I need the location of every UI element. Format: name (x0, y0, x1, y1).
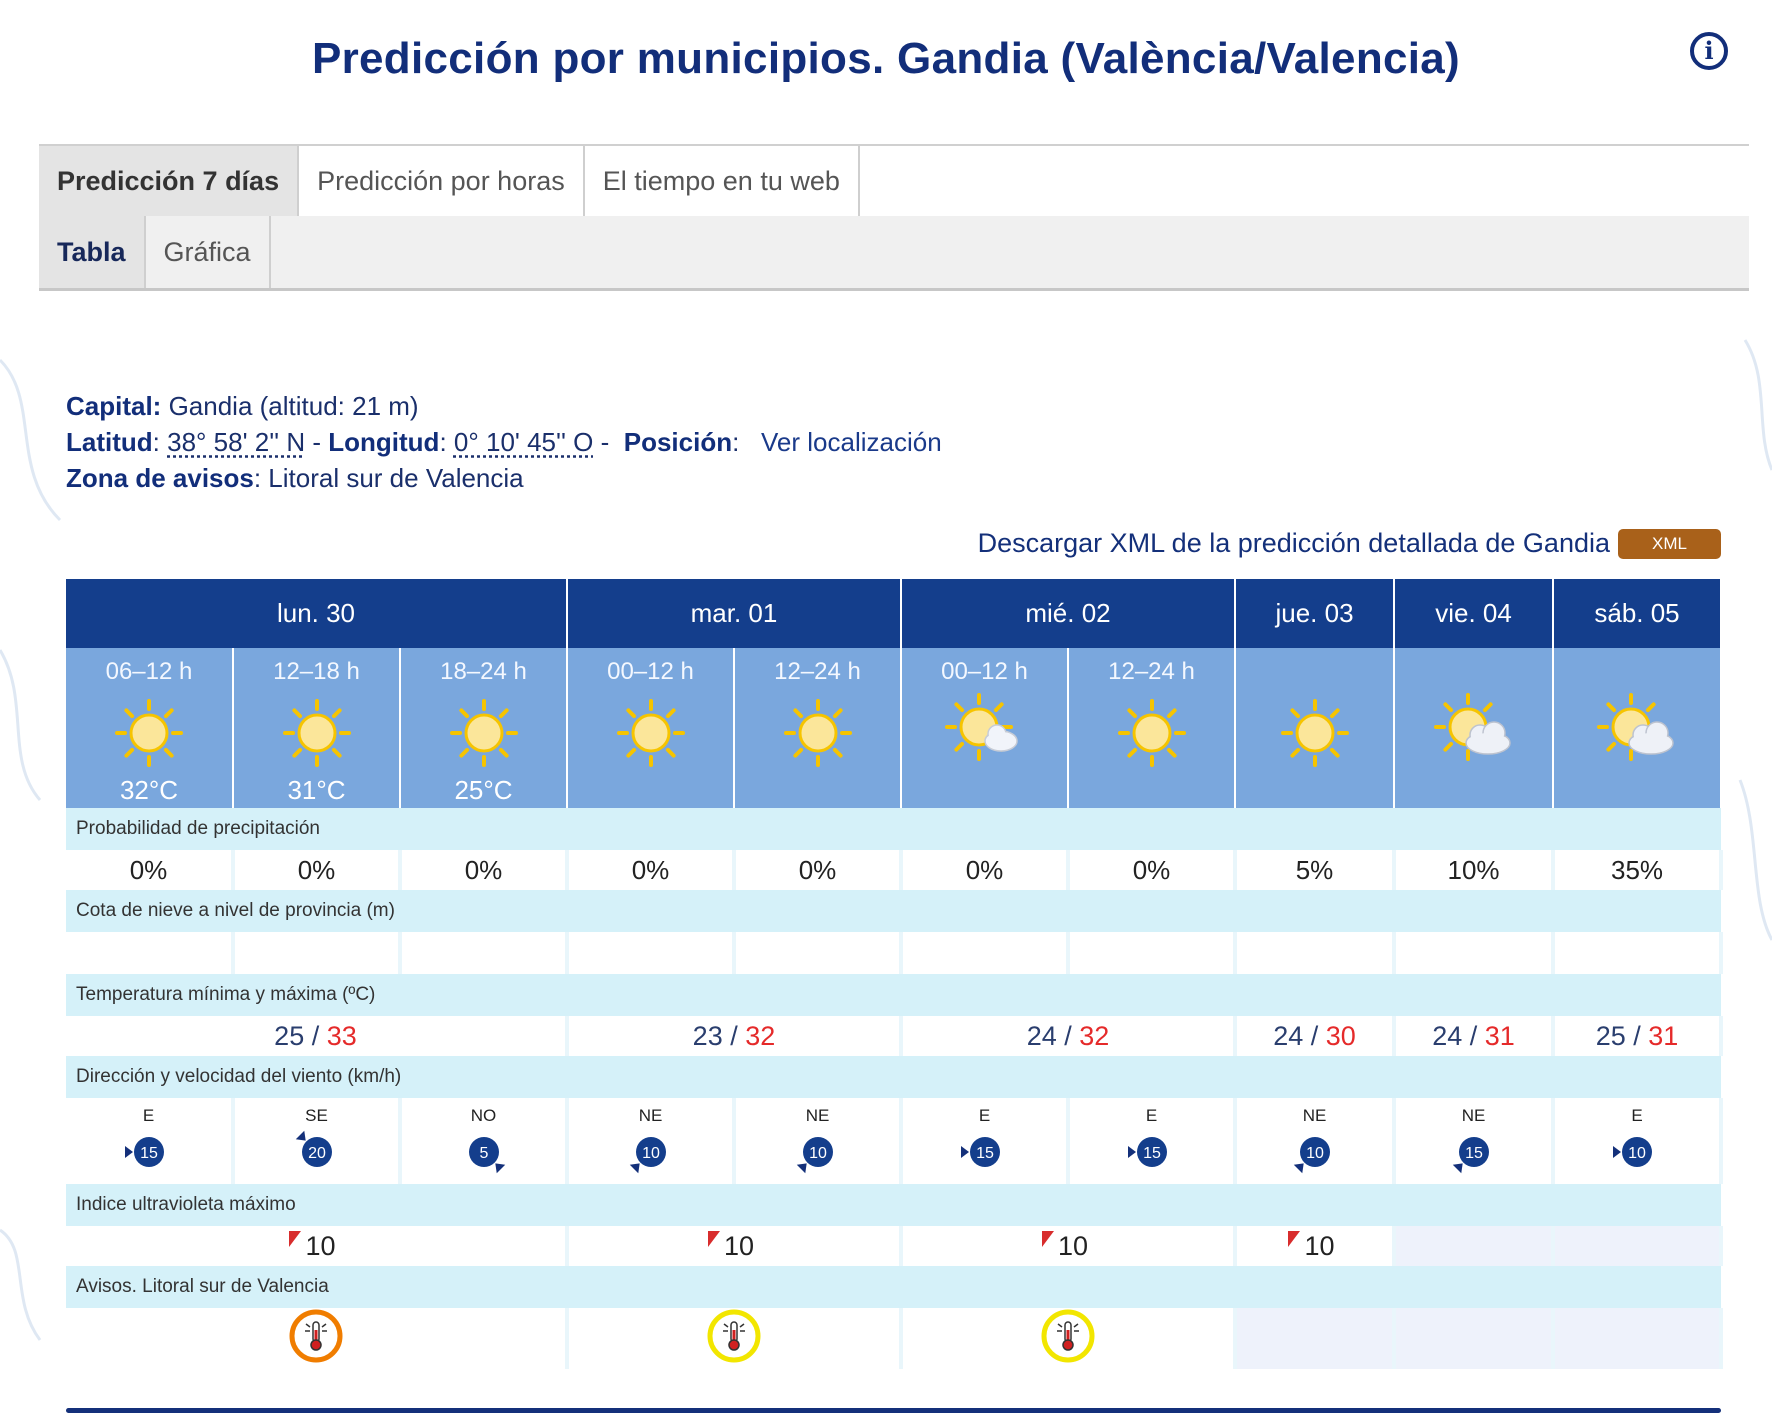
sun-icon (735, 693, 900, 773)
wind-arrow-icon (903, 1130, 1066, 1174)
sun-icon (401, 693, 566, 773)
uv-cell (901, 1226, 1235, 1266)
temp-separator: / (1469, 1020, 1478, 1051)
aviso-cell-empty (1553, 1308, 1721, 1369)
period-temp: 32°C (119, 775, 179, 805)
svg-text:15: 15 (975, 1145, 994, 1162)
period-label: 18–24 h (440, 658, 527, 685)
snow-cell (567, 932, 734, 974)
aviso-cell (66, 1308, 567, 1369)
temp-min: 24 (1026, 1020, 1057, 1051)
capital-value: Gandia (altitud: 21 m) (168, 391, 419, 421)
precip-value: 0% (233, 850, 400, 890)
svg-text:20: 20 (307, 1145, 326, 1162)
sun-clouds-icon (1554, 693, 1720, 773)
svg-text:10: 10 (1628, 1145, 1646, 1162)
temp-separator: / (1064, 1020, 1072, 1051)
page-title: Predicción por municipios. Gandia (València/Valencia) (311, 34, 1461, 83)
capital-line (66, 388, 942, 424)
forecast-table (66, 579, 1723, 1369)
period-label: 12–24 h (774, 658, 861, 685)
precip-value: 35% (1553, 850, 1721, 890)
period-cell (1235, 648, 1394, 808)
wind-cell (233, 1098, 400, 1184)
period-cell (1068, 648, 1235, 808)
wind-cell (734, 1098, 901, 1184)
wind-direction: E (1631, 1106, 1643, 1125)
sun-icon (234, 693, 399, 773)
snow-cell (1068, 932, 1235, 974)
period-label: 12–24 h (1108, 658, 1195, 685)
wind-direction: NO (470, 1106, 497, 1125)
wind-arrow-icon (402, 1130, 565, 1174)
period-temp: 25°C (454, 775, 513, 805)
snow-cell (1394, 932, 1553, 974)
uv-value: 10 (305, 1230, 336, 1261)
day-header: jue. 03 (1235, 579, 1394, 648)
tab-grafica[interactable]: Gráfica (146, 216, 271, 288)
period-cell (1553, 648, 1721, 808)
aviso-cell-empty (1235, 1308, 1394, 1369)
uv-cell-empty (1553, 1226, 1721, 1266)
thermometer-warning-icon[interactable] (1040, 1308, 1096, 1369)
precip-value: 0% (400, 850, 567, 890)
coords-line: Latitud: 38° 58' 2'' N - Longitud: 0° 10' 45'' O - Posición: Ver localización (66, 427, 942, 457)
precip-value: 0% (1068, 850, 1235, 890)
xml-badge[interactable]: XML (1618, 529, 1721, 559)
wind-cell (66, 1098, 233, 1184)
zona-value: Litoral sur de Valencia (268, 463, 524, 493)
section-wind-label: Dirección y velocidad del viento (km/h) (66, 1056, 1721, 1098)
thermometer-warning-icon[interactable] (706, 1308, 762, 1369)
location-meta (66, 388, 942, 496)
temp-min: 24 (1432, 1020, 1463, 1051)
wind-direction: NE (638, 1106, 663, 1125)
wind-cell (1068, 1098, 1235, 1184)
precip-value: 0% (901, 850, 1068, 890)
temp-min-max (66, 1016, 567, 1056)
aviso-cell (901, 1308, 1235, 1369)
tab-prediccion-7-dias[interactable]: Predicción 7 días (39, 146, 299, 216)
period-label (1236, 658, 1393, 688)
temp-separator: / (1633, 1020, 1641, 1051)
temp-separator: / (1310, 1020, 1319, 1051)
wind-direction: E (978, 1106, 991, 1125)
svg-text:15: 15 (1464, 1145, 1483, 1162)
uv-flag-icon (1288, 1231, 1300, 1247)
bottom-divider (66, 1408, 1721, 1413)
wind-direction: E (142, 1106, 155, 1125)
uv-cell (567, 1226, 901, 1266)
temp-min-max (901, 1016, 1235, 1056)
day-header: sáb. 05 (1553, 579, 1721, 648)
section-temperature-label: Temperatura mínima y máxima (ºC) (66, 974, 1721, 1016)
period-cell (734, 648, 901, 808)
period-label: 00–12 h (941, 658, 1028, 685)
temp-min-max (1235, 1016, 1394, 1056)
uv-value: 10 (1057, 1230, 1089, 1261)
section-precipitation-label: Probabilidad de precipitación (66, 808, 1721, 850)
wind-arrow-icon (1396, 1130, 1551, 1174)
period-label (1395, 658, 1552, 688)
uv-flag-icon (708, 1231, 720, 1247)
precip-value: 10% (1394, 850, 1553, 890)
period-label: 06–12 h (105, 658, 193, 685)
day-header: lun. 30 (66, 579, 567, 648)
svg-text:15: 15 (1142, 1145, 1161, 1162)
info-icon[interactable]: i (1690, 32, 1728, 70)
tab-prediccion-por-horas[interactable]: Predicción por horas (299, 146, 585, 216)
temp-min: 24 (1273, 1020, 1304, 1051)
zona-line: Zona de avisos: Litoral sur de Valencia (66, 463, 524, 493)
primary-tabs (39, 144, 1749, 219)
sun-icon (66, 693, 232, 773)
temp-max: 31 (1648, 1020, 1679, 1051)
wind-direction: NE (1302, 1106, 1327, 1125)
temp-min-max (567, 1016, 901, 1056)
snow-cell (901, 932, 1068, 974)
svg-text:10: 10 (808, 1145, 827, 1162)
sun-cloud-icon (902, 693, 1067, 773)
precip-value: 0% (66, 850, 233, 890)
uv-cell (66, 1226, 567, 1266)
precip-value: 0% (567, 850, 734, 890)
lon-label: Longitud (328, 427, 440, 457)
precip-value: 5% (1235, 850, 1394, 890)
day-header: mié. 02 (901, 579, 1235, 648)
precip-value: 0% (734, 850, 901, 890)
wind-direction: NE (1461, 1106, 1486, 1125)
section-snow-label: Cota de nieve a nivel de provincia (m) (66, 890, 1721, 932)
uv-cell (1235, 1226, 1394, 1266)
day-header: vie. 04 (1394, 579, 1553, 648)
snow-cell (400, 932, 567, 974)
lon-value: 0° 10' 45'' O (453, 427, 594, 457)
uv-cell-empty (1394, 1226, 1553, 1266)
svg-text:5: 5 (479, 1145, 488, 1162)
period-cell (567, 648, 734, 808)
tab-tabla[interactable]: Tabla (39, 216, 146, 288)
snow-cell (233, 932, 400, 974)
secondary-tabs (39, 216, 1749, 291)
snow-cell (734, 932, 901, 974)
temp-max: 30 (1325, 1020, 1356, 1051)
snow-cell (1235, 932, 1394, 974)
wind-arrow-icon (1070, 1130, 1233, 1174)
temp-separator: / (730, 1020, 738, 1051)
capital-label: Capital: (66, 391, 162, 421)
temp-max: 32 (1079, 1020, 1110, 1051)
wind-arrow-icon (569, 1130, 732, 1174)
period-cell (66, 648, 233, 808)
wind-direction: NE (805, 1106, 830, 1125)
sun-clouds-icon (1395, 693, 1552, 773)
wind-cell (1235, 1098, 1394, 1184)
temp-min-max (1394, 1016, 1553, 1056)
temp-min-max (1553, 1016, 1721, 1056)
wind-cell (1553, 1098, 1721, 1184)
uv-value: 10 (723, 1230, 755, 1261)
wind-cell (901, 1098, 1068, 1184)
wind-arrow-icon (1555, 1130, 1719, 1174)
temp-min: 25 (1595, 1020, 1626, 1051)
wind-arrow-icon (235, 1130, 398, 1174)
aviso-cell-empty (1394, 1308, 1553, 1369)
snow-cell (1553, 932, 1721, 974)
wind-arrow-icon (736, 1130, 899, 1174)
temp-min: 23 (692, 1020, 723, 1051)
tab-tiempo-en-tu-web[interactable]: El tiempo en tu web (585, 146, 860, 216)
aviso-cell (567, 1308, 901, 1369)
snow-cell (66, 932, 233, 974)
period-cell (233, 648, 400, 808)
lat-label: Latitud (66, 427, 153, 457)
xml-download[interactable] (978, 528, 1721, 559)
section-uv-label: Indice ultravioleta máximo (66, 1184, 1721, 1226)
wind-direction: SE (305, 1106, 328, 1125)
svg-text:10: 10 (641, 1145, 660, 1162)
ver-localizacion-link[interactable]: Ver localización (761, 427, 942, 457)
day-header: mar. 01 (567, 579, 901, 648)
period-label: 00–12 h (607, 658, 694, 685)
wind-arrow-icon (66, 1130, 231, 1174)
temp-separator: / (311, 1020, 320, 1051)
thermometer-warning-icon[interactable] (288, 1308, 344, 1369)
temp-min: 25 (274, 1020, 305, 1051)
sun-icon (1069, 693, 1234, 773)
lat-value: 38° 58' 2'' N (167, 427, 306, 457)
wind-direction: E (1145, 1106, 1158, 1125)
svg-text:10: 10 (1305, 1145, 1324, 1162)
temp-max: 31 (1484, 1020, 1515, 1051)
wind-cell (1394, 1098, 1553, 1184)
wind-cell (400, 1098, 567, 1184)
uv-flag-icon (289, 1231, 301, 1247)
wind-arrow-icon (1237, 1130, 1392, 1174)
period-label (1554, 658, 1720, 688)
xml-download-text[interactable]: Descargar XML de la predicción detallada de Gandia (977, 528, 1610, 558)
period-cell (400, 648, 567, 808)
wind-cell (567, 1098, 734, 1184)
temp-max: 33 (326, 1020, 357, 1051)
section-avisos-label: Avisos. Litoral sur de Valencia (66, 1266, 1721, 1308)
sun-icon (568, 693, 733, 773)
uv-flag-icon (1042, 1231, 1054, 1247)
sun-icon (1236, 693, 1393, 773)
temp-max: 32 (745, 1020, 776, 1051)
period-label: 12–18 h (273, 658, 360, 685)
period-cell (1394, 648, 1553, 808)
svg-text:15: 15 (139, 1145, 158, 1162)
period-temp: 31°C (287, 775, 346, 805)
zona-label: Zona de avisos (66, 463, 254, 493)
period-cell (901, 648, 1068, 808)
uv-value: 10 (1304, 1230, 1335, 1261)
pos-label: Posición (623, 427, 733, 457)
